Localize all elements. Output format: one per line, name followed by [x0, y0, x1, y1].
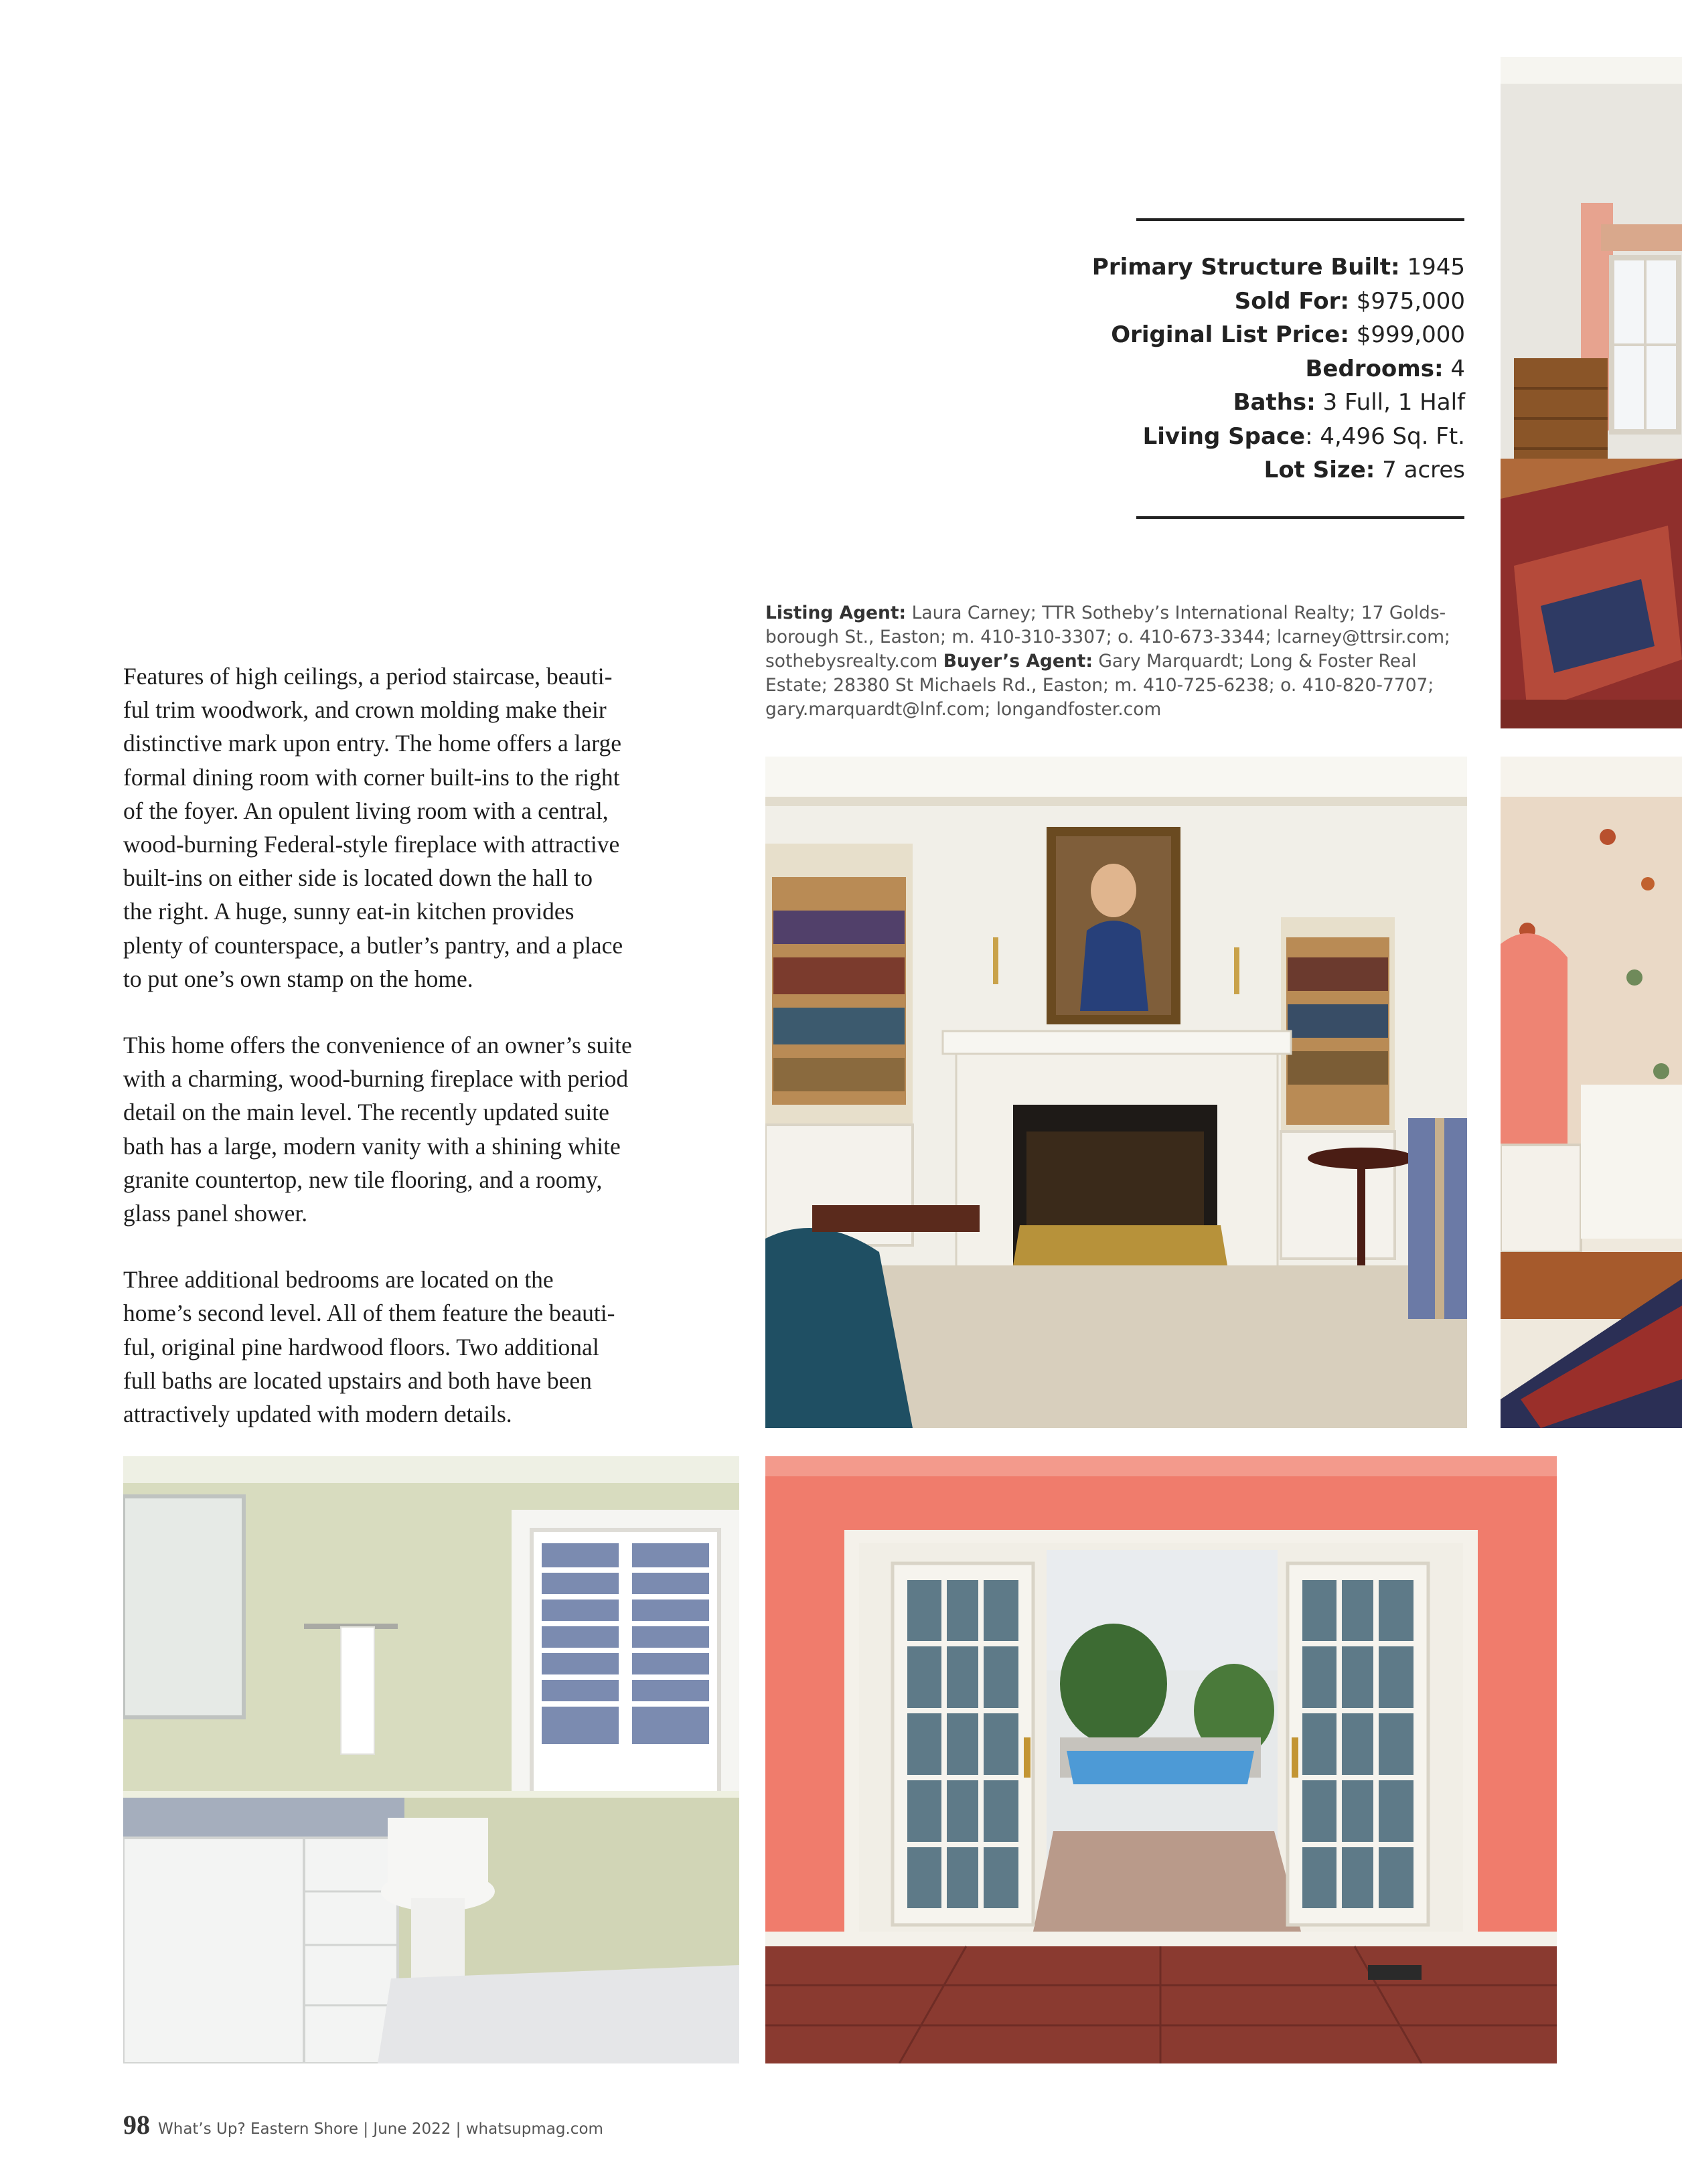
- fact-row: [1045, 352, 1465, 386]
- facts-bottom-rule: [1136, 516, 1464, 519]
- agent-text: sothebysrealty.com: [765, 651, 943, 672]
- text-line: bath has a large, modern vanity with a shining white: [123, 1132, 621, 1160]
- fact-label: Baths:: [1233, 389, 1316, 416]
- facts-top-rule: [1136, 218, 1464, 221]
- fact-row: [1045, 318, 1465, 352]
- fact-value: 4: [1443, 355, 1465, 382]
- text-line: to put one’s own stamp on the home.: [123, 965, 473, 992]
- agent-line: borough St., Easton; m. 410-310-3307; o. 410-673-3344; lcarney@ttrsir.com;: [765, 627, 1450, 647]
- paragraph: [123, 1028, 712, 1230]
- publication-info: What’s Up? Eastern Shore | June 2022 | whatsupmag.com: [158, 2120, 603, 2138]
- agent-text: Laura Carney; TTR Sotheby’s International Realty; 17 Golds-: [906, 603, 1446, 623]
- text-line: Three additional bedrooms are located on the: [123, 1266, 554, 1294]
- fact-row: [1045, 386, 1465, 420]
- bathroom-photo: [123, 1456, 739, 2063]
- text-line: distinctive mark upon entry. The home offers a large: [123, 730, 621, 757]
- text-line: with a charming, wood-burning fireplace with period: [123, 1065, 629, 1093]
- paragraph: [123, 1263, 712, 1431]
- text-line: of the foyer. An opulent living room with a central,: [123, 797, 609, 824]
- fact-value: 1945: [1399, 254, 1465, 281]
- listing-agent-label: Listing Agent:: [765, 603, 907, 623]
- bedroom-photo: [1501, 57, 1682, 728]
- text-line: plenty of counterspace, a butler’s pantry, and a place: [123, 931, 623, 959]
- fact-label: Original List Price:: [1111, 321, 1349, 348]
- text-line: the right. A huge, sunny eat-in kitchen provides: [123, 898, 575, 925]
- agent-line: [765, 649, 1466, 674]
- agent-line: Estate; 28380 St Michaels Rd., Easton; m. 410-725-6238; o. 410-820-7707;: [765, 675, 1434, 696]
- text-line: home’s second level. All of them feature the beauti-: [123, 1300, 615, 1327]
- text-line: formal dining room with corner built-ins to the right: [123, 763, 620, 791]
- agent-line: [765, 601, 1466, 625]
- text-line: ful trim woodwork, and crown molding make their: [123, 696, 607, 724]
- agent-line: gary.marquardt@lnf.com; longandfoster.com: [765, 699, 1162, 720]
- article-body: [123, 659, 712, 1464]
- fact-label: Bedrooms:: [1305, 355, 1444, 382]
- fact-value: $975,000: [1349, 287, 1465, 315]
- text-line: Features of high ceilings, a period staircase, beauti-: [123, 663, 613, 690]
- agent-text: Gary Marquardt; Long & Foster Real: [1092, 651, 1417, 672]
- fact-value: : 4,496 Sq. Ft.: [1305, 422, 1465, 450]
- fact-row: [1045, 250, 1465, 285]
- text-line: granite countertop, new tile flooring, and a roomy,: [123, 1166, 603, 1193]
- page-footer: [123, 2109, 603, 2140]
- fact-row: [1045, 285, 1465, 319]
- living-room-photo: [765, 757, 1467, 1428]
- text-line: ful, original pine hardwood floors. Two additional: [123, 1333, 599, 1360]
- pool-doors-photo: [765, 1456, 1557, 2063]
- fact-label: Primary Structure Built:: [1091, 254, 1400, 281]
- buyer-agent-label: Buyer’s Agent:: [943, 651, 1093, 672]
- agent-credits: [765, 601, 1466, 722]
- fact-value: 7 acres: [1375, 457, 1465, 483]
- text-line: glass panel shower.: [123, 1200, 308, 1227]
- fact-label: Lot Size:: [1264, 457, 1375, 483]
- text-line: built-ins on either side is located down the hall to: [123, 864, 593, 892]
- fact-value: 3 Full, 1 Half: [1315, 389, 1465, 416]
- text-line: attractively updated with modern details.: [123, 1401, 512, 1428]
- text-line: full baths are located upstairs and both have been: [123, 1367, 592, 1394]
- page-number: 98: [123, 2110, 150, 2140]
- paragraph: [123, 659, 712, 996]
- fact-value: $999,000: [1349, 321, 1465, 348]
- fact-label: Sold For:: [1234, 287, 1349, 315]
- text-line: detail on the main level. The recently updated suite: [123, 1099, 609, 1126]
- fact-row: [1045, 420, 1465, 454]
- property-facts: [1045, 250, 1465, 487]
- dining-room-photo: [1501, 757, 1682, 1428]
- text-line: wood-burning Federal-style fireplace with attractive: [123, 831, 620, 858]
- fact-label: Living Space: [1142, 422, 1306, 450]
- fact-row: [1045, 453, 1465, 487]
- text-line: This home offers the convenience of an owner’s suite: [123, 1032, 632, 1059]
